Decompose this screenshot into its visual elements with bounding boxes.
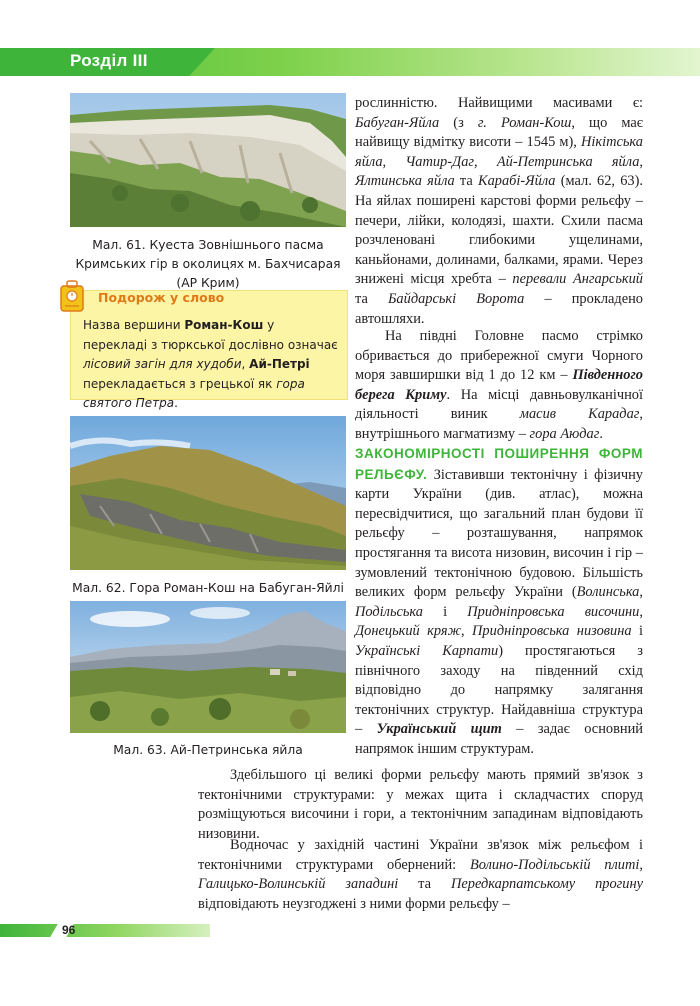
figure-caption-63 [70,741,346,760]
text-run: , [474,153,497,170]
text-run: Придніпровська низовина [472,623,632,640]
caption-line: Мал. 62. Гора Роман-Кош на Бабуган-Яйлі [72,581,344,595]
word-travel-run: , [241,357,250,371]
word-travel-run: перекладається з грецької як [83,376,277,391]
word-travel-run: . [174,396,178,410]
figure-caption-61 [70,236,346,293]
text-run: Південного берега Криму [355,367,643,403]
text-run: , [639,584,643,601]
figure-caption-62 [70,579,346,598]
body-paragraph-3 [355,444,643,760]
caption-line: (АР Крим) [176,276,240,290]
body-paragraph-2 [355,327,643,445]
text-run: , [382,153,406,170]
text-run: , [639,603,643,620]
text-run: Карабі-Яйла [478,173,556,190]
caption-line: Мал. 61. Куеста Зовнішнього пасма [92,238,324,252]
word-travel-run: гора святого Петра [83,376,305,410]
text-run: , внутрішнього магматизму – [355,406,643,442]
suitcase-icon [60,280,84,312]
text-run: гора Аюдаг [529,425,600,442]
text-run: Волинська [576,584,640,601]
text-run: , [461,623,473,640]
word-travel-title: Подорож у слово [98,290,225,305]
text-run: , [639,856,643,873]
text-run: (з [439,114,478,131]
word-travel-run: у перекладі з тюркської дослівно означає [83,318,338,352]
text-run: . На місці давньовулканічної діяльності виник [355,386,643,423]
photo-roman-kosh [70,416,346,570]
text-run: перевали Ангарський [512,271,643,288]
footer-band [0,924,210,937]
text-run: рослинністю. Найвищими масивами є: [355,95,643,111]
text-run: ) простягаються з північного заходу на південний схід відповідно до напрямку залягання тектонічних структур. Найдавніша структура – [355,642,643,738]
photo-ai-petri [70,601,346,733]
text-run: Волино-Подільській плиті [469,856,640,873]
text-run: і [631,623,643,640]
photo-cuesta [70,93,346,227]
text-run: та [398,876,451,893]
text-run: Водночас у західній частині України зв'язок між рельєфом і тектонічними структурами обернений: [198,837,643,873]
text-run: масив Карадаг [519,406,640,423]
text-run: Донецький кряж [355,623,461,640]
text-run: Здебільшого ці великі форми рельєфу мають прямий зв'язок з тектонічними структурами: у межах щита і складчастих споруд розміщуються височини і гори, а тектонічним западинам відповідають низовини. [198,767,643,842]
text-run: та [454,173,479,190]
word-travel-run: лісовий загін для худоби [83,357,242,371]
body-paragraph-4 [198,766,643,844]
body-paragraph-5 [198,836,643,914]
caption-line: Кримських гір в околицях м. Бахчисарая [75,257,341,271]
word-travel-text [83,316,339,414]
word-travel-run: Назва вершини [83,318,185,332]
section-title: Розділ ІІІ [70,51,148,70]
text-run: Подільська [355,603,424,620]
text-run: Галицько-Волинській западині [198,876,399,893]
text-run: Передкарпатському прогину [450,876,643,893]
text-run: Чатир-Даг [405,153,475,170]
caption-line: Мал. 63. Ай-Петринська яйла [113,743,303,757]
text-run: і [423,603,468,620]
text-run: , [639,153,643,170]
text-run: Бабуган-Яйла [355,114,440,131]
text-run: Зіставивши тектонічну і фізичну карти України (див. атлас), можна пересвідчитися, що загальний план будови її рельєфу – розташування, напрямок простягання та висота низовин, височин і гір – зумовлений тектонічною будовою. Більшість великих форм рельєфу України ( [355,466,643,601]
text-run: , що має найвищу відмітку висоти – 1545 м), [355,114,643,151]
text-run: На півдні Головне пасмо стрімко обривається до прибережної смуги Чорного моря завширшки від 1 до 12 км – [355,328,643,384]
body-paragraph-1 [355,94,643,329]
text-run: Ай-Петринська яйла [496,153,640,170]
text-run: . [599,425,603,442]
text-run: Придніпровська височини [467,603,640,620]
text-run: – задає основний напрямок іншим структурам. [355,721,643,757]
text-run: Український щит [376,721,502,738]
word-travel-run: Роман-Кош [184,318,264,332]
word-travel-run: Ай-Петрі [249,357,310,371]
text-run: та [355,290,388,307]
text-run: відповідають неузгоджені з ними форми рельєфу – [198,895,510,912]
text-run: Ялтинська яйла [355,173,455,190]
text-run: Байдарські Ворота [387,290,525,307]
text-run: Українські Карпати [355,642,499,659]
text-run: ЗАКОНОМІРНОСТІ ПОШИРЕННЯ ФОРМ РЕЛЬЄФУ. [355,446,643,482]
text-run: (мал. 62, 63). На яйлах поширені карстові форми рельєфу – печери, лійки, колодязі, шахти. Схили пасма розчленовані глибокими ущелинами, каньйонами, долинами, балками, ярами. Через знижені місця хребта – [355,173,644,288]
page-number: 96 [62,923,76,937]
text-run: г. Роман-Кош [477,114,572,131]
text-run: – прокладено автошляхи. [355,290,643,327]
text-run: Нікітська яйла [355,134,643,170]
